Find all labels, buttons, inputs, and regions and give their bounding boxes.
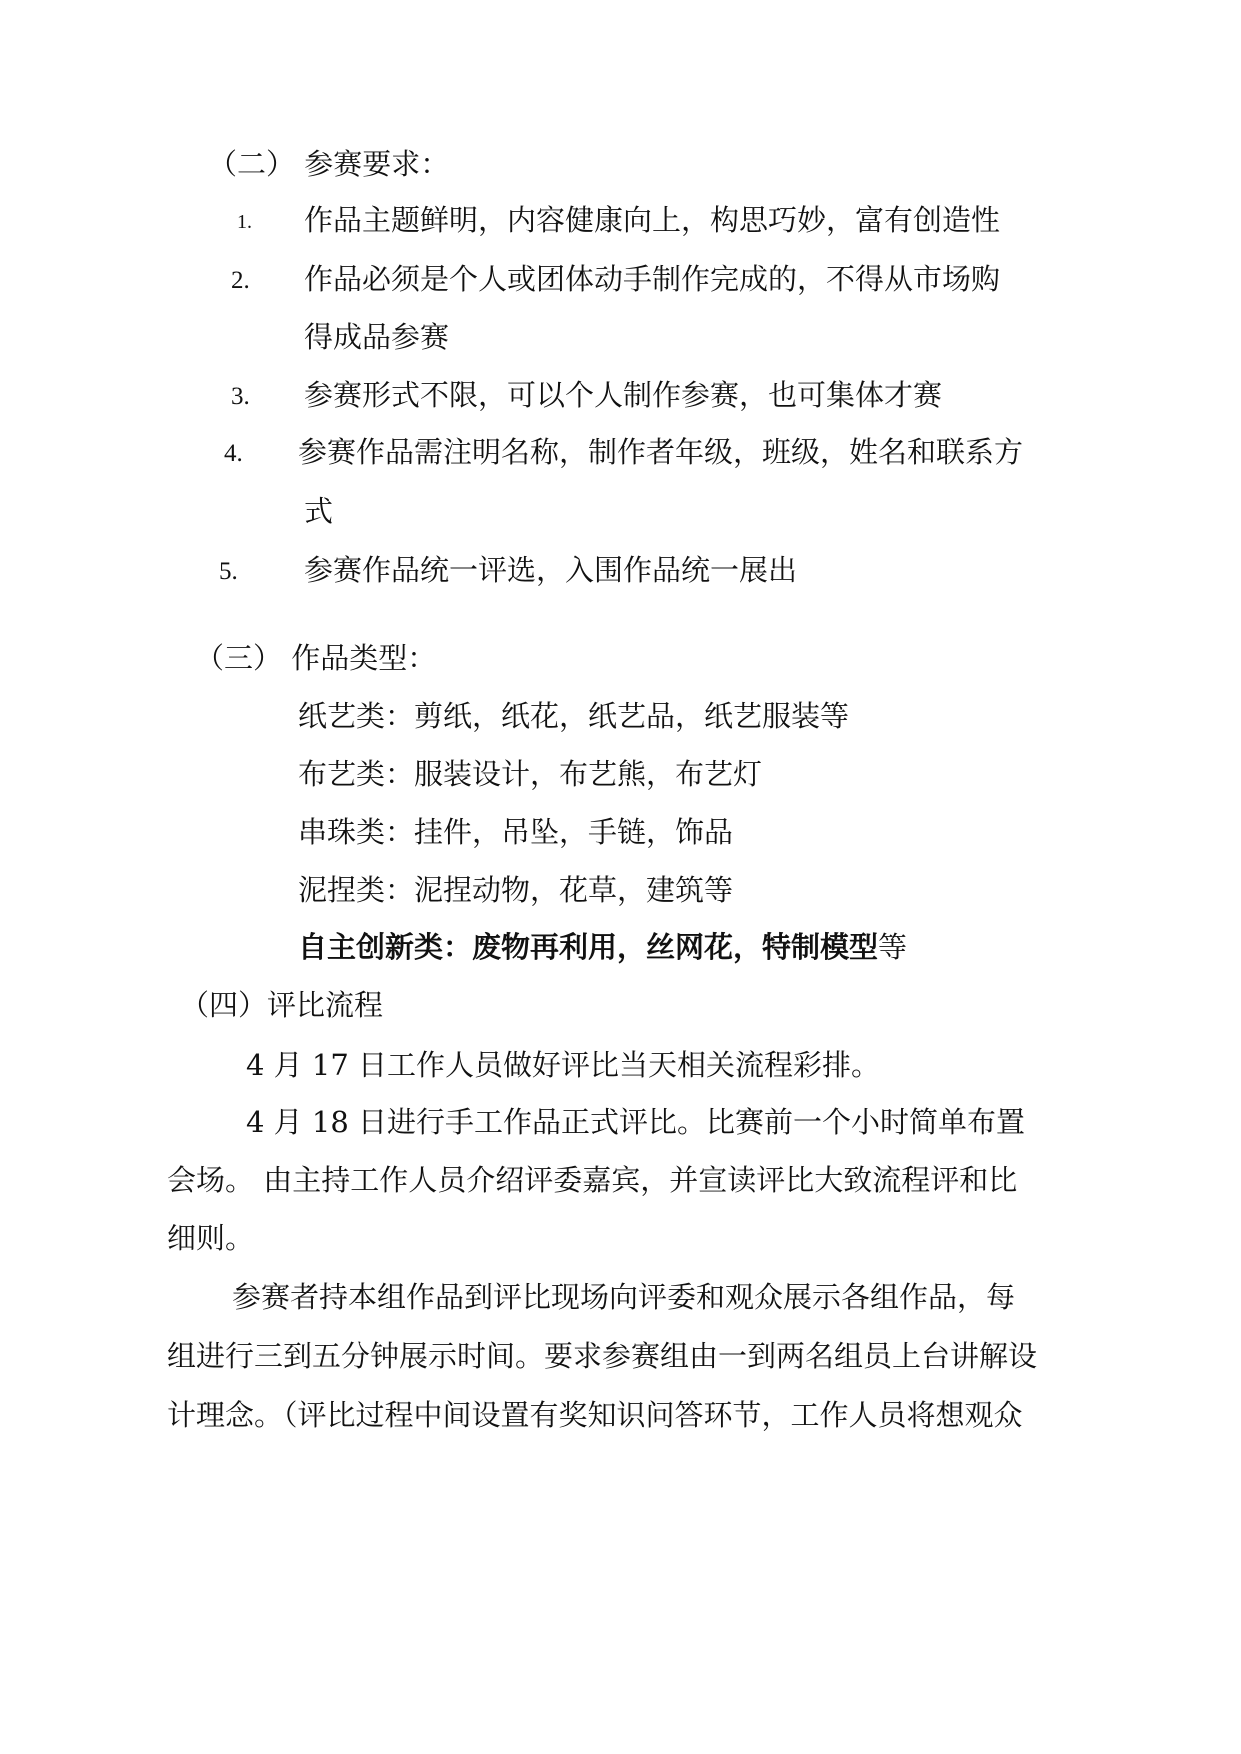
category-line: 串珠类：挂件，吊坠，手链，饰品 (298, 815, 734, 849)
list-item-number: 4. (224, 440, 243, 467)
category-line: 布艺类：服装设计，布艺熊，布艺灯 (298, 757, 763, 791)
list-item-number: 5. (219, 558, 238, 585)
paragraph-line: 计理念。（评比过程中间设置有奖知识问答环节，工作人员将想观众 (167, 1398, 1023, 1432)
paragraph-line: 4 月 18 日进行手工作品正式评比。比赛前一个小时简单布置 (246, 1105, 1026, 1139)
category-line-innovation (298, 930, 908, 964)
list-item-text-continued: 式 (304, 494, 334, 528)
category-line: 泥捏类：泥捏动物，花草，建筑等 (298, 873, 734, 907)
list-item-number: 3. (231, 383, 250, 410)
list-item-number: 1. (237, 211, 252, 233)
list-item-text: 作品主题鲜明，内容健康向上，构思巧妙，富有创造性 (304, 203, 1001, 237)
list-item-text: 参赛作品需注明名称，制作者年级，班级，姓名和联系方 (298, 435, 1024, 469)
section3-heading: （三） 作品类型： (195, 641, 437, 675)
paragraph-line: 参赛者持本组作品到评比现场向评委和观众展示各组作品，每 (232, 1280, 1016, 1314)
section2-heading: （二） 参赛要求： (208, 147, 450, 181)
paragraph-line: 4 月 17 日工作人员做好评比当天相关流程彩排。 (246, 1048, 881, 1082)
paragraph-line: 会场。 由主持工作人员介绍评委嘉宾，并宣读评比大致流程评和比 (167, 1163, 1018, 1197)
list-item-number: 2. (231, 267, 250, 294)
category-line: 纸艺类：剪纸，纸花，纸艺品，纸艺服装等 (298, 699, 850, 733)
list-item-text: 参赛作品统一评选，入围作品统一展出 (304, 553, 798, 587)
section4-heading: （四）评比流程 (180, 988, 384, 1022)
paragraph-line: 细则。 (167, 1221, 255, 1255)
innovation-bold-text: 自主创新类：废物再利用，丝网花，特制模型 (298, 930, 879, 964)
innovation-suffix-text: 等 (878, 930, 908, 964)
list-item-text: 作品必须是个人或团体动手制作完成的，不得从市场购 (304, 262, 1001, 296)
paragraph-line: 组进行三到五分钟展示时间。要求参赛组由一到两名组员上台讲解设 (167, 1339, 1038, 1373)
list-item-text-continued: 得成品参赛 (304, 320, 450, 354)
list-item-text: 参赛形式不限，可以个人制作参赛，也可集体才赛 (304, 378, 943, 412)
